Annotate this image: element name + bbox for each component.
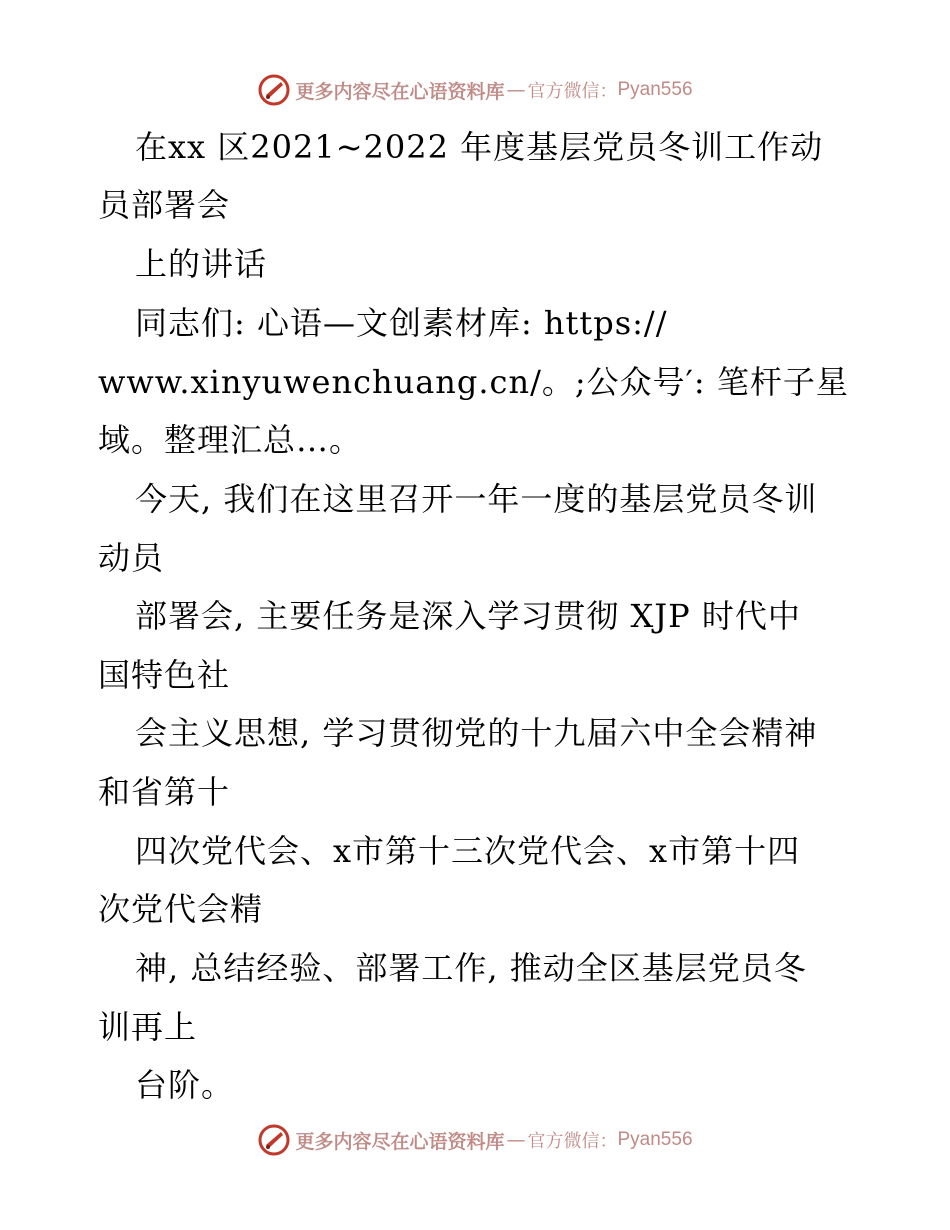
brand-logo-icon (257, 73, 291, 107)
paragraph-line: 神, 总结经验、部署工作, 推动全区基层党员冬 (135, 949, 807, 987)
banner-wechat-handle: Pyan556 (617, 79, 693, 100)
banner-dash: — (506, 1129, 526, 1151)
banner-wechat-label: 官方微信： (527, 1131, 618, 1152)
footer-banner (0, 1120, 950, 1160)
paragraph-line: 训再上 (98, 1008, 198, 1046)
paragraph-line: 和省第十 (98, 773, 231, 811)
paragraph-line: 次党代会精 (98, 890, 264, 928)
paragraph-line: www.xinyuwenchuang.cn/。;公众号′: 笔杆子星 (98, 363, 849, 401)
paragraph-line: 同志们: 心语—文创素材库: https:// (135, 304, 668, 342)
title-line: 在xx 区2021~2022 年度基层党员冬训工作动 (135, 128, 824, 166)
paragraph-line: 四次党代会、x市第十三次党代会、x市第十四 (135, 832, 801, 870)
banner-promo-text: 更多内容尽在心语资料库 (295, 80, 505, 103)
paragraph-line: 今天, 我们在这里召开一年一度的基层党员冬训 (135, 480, 818, 518)
header-banner (0, 70, 950, 110)
paragraph-line: 会主义思想, 学习贯彻党的十九届六中全会精神 (135, 714, 818, 752)
banner-wechat-handle: Pyan556 (617, 1129, 693, 1150)
banner-dash: — (506, 79, 526, 101)
brand-logo-icon (257, 1123, 291, 1157)
title-line: 上的讲话 (135, 245, 268, 283)
paragraph-line: 国特色社 (98, 656, 231, 694)
banner-promo-text: 更多内容尽在心语资料库 (295, 1130, 505, 1153)
paragraph-line: 部署会, 主要任务是深入学习贯彻 XJP 时代中 (135, 597, 801, 635)
title-line: 员部署会 (98, 186, 231, 224)
paragraph-line: 动员 (98, 539, 165, 577)
banner-wechat-label: 官方微信： (527, 81, 618, 102)
paragraph-line: 台阶。 (135, 1066, 235, 1104)
paragraph-line: 域。整理汇总…。 (98, 421, 363, 459)
